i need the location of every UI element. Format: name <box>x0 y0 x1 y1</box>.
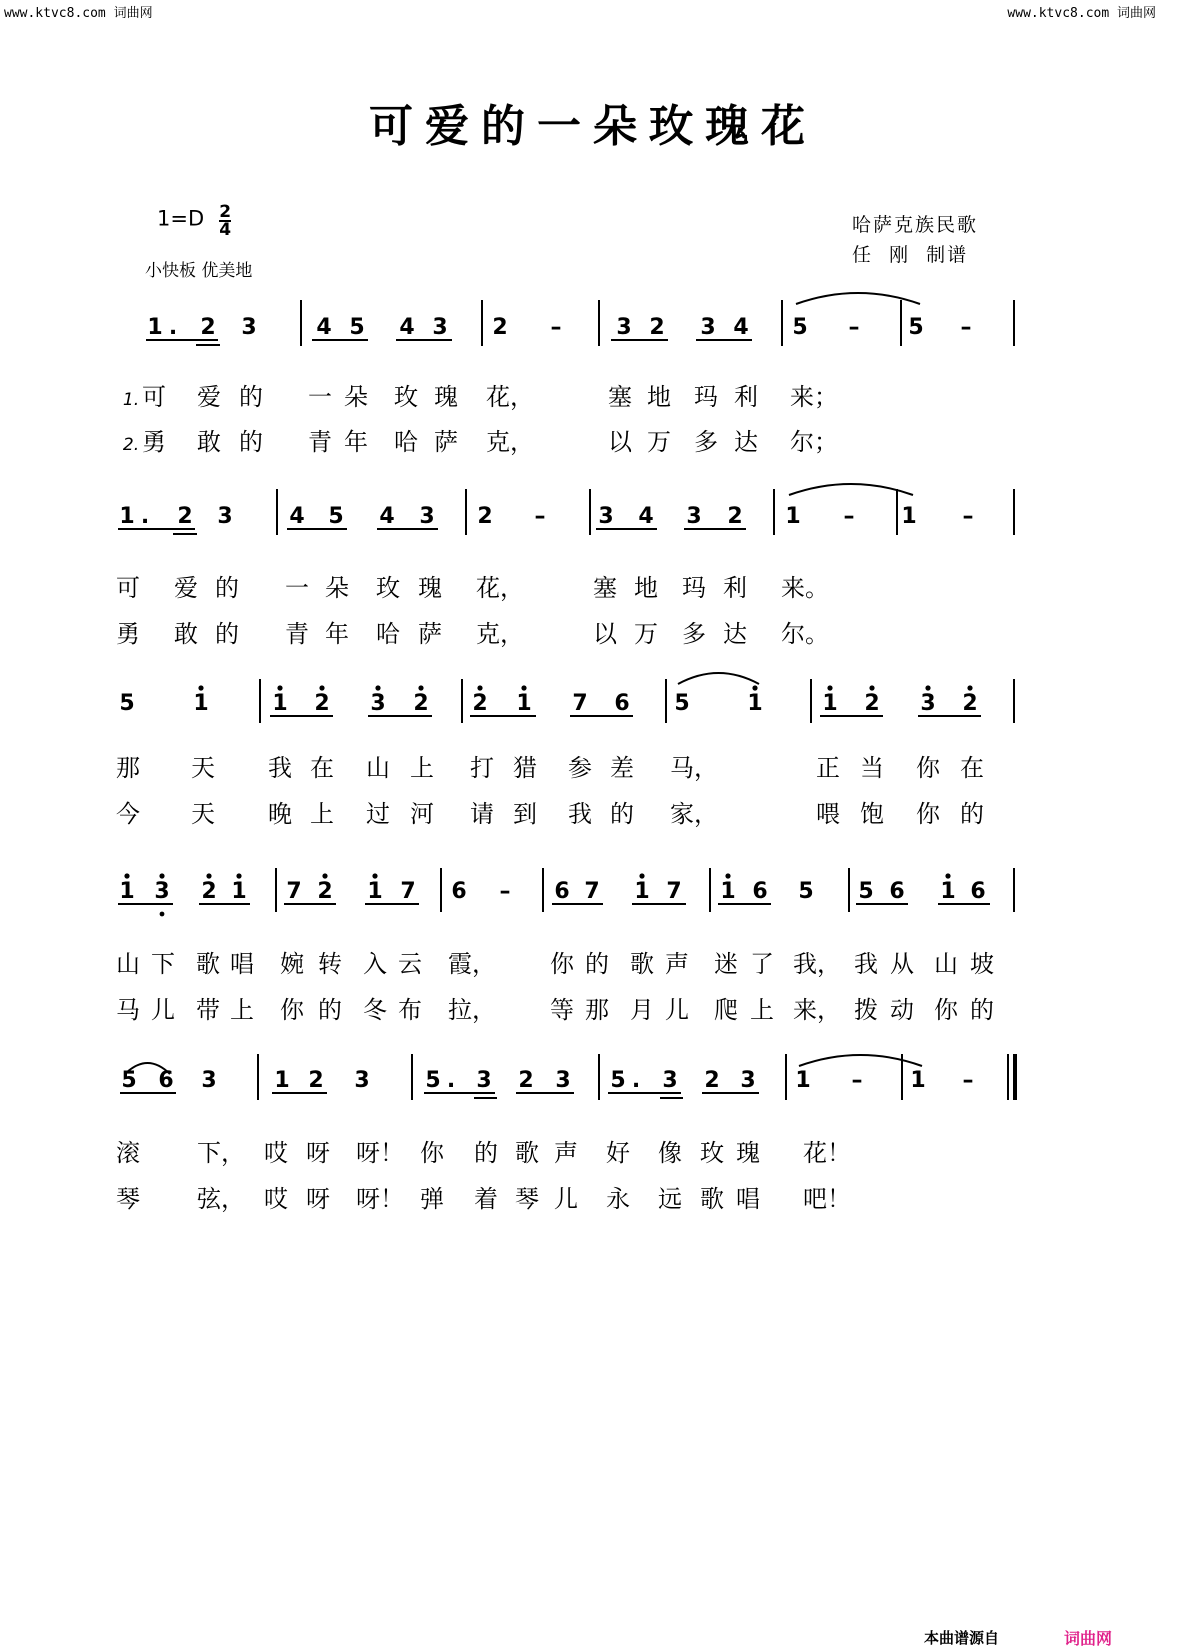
lyric-word: 一 <box>285 574 309 602</box>
note: – <box>962 1068 974 1093</box>
score-system <box>116 868 1014 1024</box>
slur <box>799 1055 922 1066</box>
note: 1 <box>274 1068 290 1093</box>
lyric-word: 好 <box>606 1139 630 1167</box>
note: 5 <box>119 691 135 716</box>
lyric-word: 上 <box>750 996 774 1024</box>
lyric-word: 了 <box>750 950 774 978</box>
lyric-word: 今 <box>116 800 140 828</box>
note: 3 <box>740 1068 756 1093</box>
song-origin: 哈萨克族民歌 <box>852 214 979 236</box>
lyric-word: 爱 <box>197 383 221 411</box>
note: 3 <box>241 315 257 340</box>
note: 3 <box>616 315 632 340</box>
lyric-word: 花， <box>476 574 524 602</box>
lyric-word: 过 <box>366 800 390 828</box>
note: – <box>848 315 860 340</box>
note: 1 <box>367 879 383 904</box>
lyric-word: 达 <box>723 620 747 648</box>
lyric-word: 玫 <box>394 383 418 411</box>
octave-dot-high <box>236 873 241 878</box>
lyric-word: 声 <box>554 1139 578 1167</box>
note: 1 <box>147 315 163 340</box>
note: 6 <box>614 691 630 716</box>
lyric-word: 我 <box>854 950 878 978</box>
lyric-word: 万 <box>647 428 671 456</box>
lyric-word: 冬 <box>363 996 387 1024</box>
watermark-right: www.ktvc8.com 词曲网 <box>1007 6 1156 21</box>
note: 5 <box>792 315 808 340</box>
lyric-word: 晚 <box>268 800 292 828</box>
note: 3 <box>686 504 702 529</box>
lyric-word: 上 <box>230 996 254 1024</box>
note: 2 <box>200 315 216 340</box>
lyric-word: 的 <box>585 950 609 978</box>
lyric-word: 云 <box>398 950 422 978</box>
octave-dot-high <box>521 685 526 690</box>
lyric-word: 克， <box>486 428 534 456</box>
lyric-word: 唱 <box>230 950 254 978</box>
note: 6 <box>889 879 905 904</box>
lyric-word: 下 <box>151 950 175 978</box>
octave-dot-high <box>124 873 129 878</box>
lyric-word: 参 <box>568 754 592 782</box>
note: 1 <box>193 691 209 716</box>
lyric-word: 瑰 <box>418 574 442 602</box>
lyric-word: 瑰 <box>736 1139 760 1167</box>
lyric-word: 地 <box>634 574 658 602</box>
octave-dot-high <box>206 873 211 878</box>
lyric-word: 那 <box>116 754 140 782</box>
lyric-word: 玫 <box>376 574 400 602</box>
lyric-word: 以 <box>608 428 632 456</box>
lyric-word: 歌 <box>515 1139 539 1167</box>
note: 5 <box>425 1068 441 1093</box>
lyric-word: 远 <box>658 1185 682 1213</box>
lyric-word: 年 <box>325 620 349 648</box>
lyric-word: 吧！ <box>803 1185 851 1213</box>
note: 1 <box>901 504 917 529</box>
note: . <box>446 1068 456 1093</box>
note: 5 <box>610 1068 626 1093</box>
note: 1 <box>272 691 288 716</box>
lyric-word: 我， <box>793 950 841 978</box>
lyric-word: 滚 <box>116 1139 140 1167</box>
lyric-word: 达 <box>734 428 758 456</box>
lyric-word: 的 <box>239 428 263 456</box>
lyric-word: 的 <box>318 996 342 1024</box>
lyric-word: 坡 <box>970 950 994 978</box>
lyric-word: 请 <box>470 800 494 828</box>
lyric-word: 利 <box>734 383 758 411</box>
lyric-word: 玫 <box>700 1139 724 1167</box>
watermark-left: www.ktvc8.com 词曲网 <box>4 6 153 21</box>
note: 5 <box>349 315 365 340</box>
octave-dot-high <box>869 685 874 690</box>
lyric-word: 呀 <box>306 1139 330 1167</box>
note: 6 <box>554 879 570 904</box>
note: 5 <box>858 879 874 904</box>
note: – <box>960 315 972 340</box>
lyric-word: 正 <box>816 754 840 782</box>
note: 3 <box>201 1068 217 1093</box>
note: 5 <box>328 504 344 529</box>
time-signature-bottom: 4 <box>219 220 232 240</box>
lyric-word: 那 <box>585 996 609 1024</box>
verse-number: 1. <box>122 390 140 410</box>
octave-dot-high <box>375 685 380 690</box>
lyric-word: 在 <box>960 754 984 782</box>
lyric-word: 萨 <box>418 620 442 648</box>
lyric-word: 上 <box>310 800 334 828</box>
lyric-word: 玛 <box>694 383 718 411</box>
lyric-word: 瑰 <box>434 383 458 411</box>
note: 3 <box>154 879 170 904</box>
lyric-word: 青 <box>285 620 309 648</box>
lyric-word: 转 <box>318 950 342 978</box>
time-signature-top: 2 <box>219 202 232 222</box>
note: 6 <box>158 1068 174 1093</box>
note: – <box>499 879 511 904</box>
note: 2 <box>704 1068 720 1093</box>
lyric-word: 歌 <box>196 950 220 978</box>
note: 2 <box>413 691 429 716</box>
note: 2 <box>492 315 508 340</box>
note: 1 <box>822 691 838 716</box>
lyric-word: 着 <box>474 1185 498 1213</box>
note: 3 <box>370 691 386 716</box>
lyric-word: 呀！ <box>356 1185 404 1213</box>
lyric-word: 永 <box>606 1185 630 1213</box>
lyric-word: 歌 <box>700 1185 724 1213</box>
note: 2 <box>518 1068 534 1093</box>
lyric-word: 山 <box>934 950 958 978</box>
octave-dot-high <box>319 685 324 690</box>
note: 1 <box>785 504 801 529</box>
note: 2 <box>177 504 193 529</box>
key-signature: 1=D <box>157 206 205 231</box>
lyric-word: 万 <box>634 620 658 648</box>
lyric-word: 年 <box>344 428 368 456</box>
octave-dot-low <box>160 912 165 917</box>
lyric-word: 从 <box>890 950 914 978</box>
note: 1 <box>940 879 956 904</box>
lyric-word: 的 <box>215 574 239 602</box>
lyric-word: 朵 <box>325 574 349 602</box>
note: 2 <box>472 691 488 716</box>
lyric-word: 琴 <box>116 1185 140 1213</box>
note: 1 <box>231 879 247 904</box>
lyric-word: 你 <box>934 996 958 1024</box>
lyric-word: 声 <box>665 950 689 978</box>
note: – <box>550 315 562 340</box>
note: 3 <box>217 504 233 529</box>
octave-dot-high <box>945 873 950 878</box>
lyric-word: 克， <box>476 620 524 648</box>
lyric-word: 花！ <box>803 1139 851 1167</box>
lyric-word: 我 <box>568 800 592 828</box>
lyric-word: 的 <box>960 800 984 828</box>
lyric-word: 拨 <box>854 996 878 1024</box>
note: 4 <box>379 504 395 529</box>
octave-dot-high <box>418 685 423 690</box>
note: 6 <box>451 879 467 904</box>
note: 2 <box>962 691 978 716</box>
lyric-word: 歌 <box>630 950 654 978</box>
note: 2 <box>308 1068 324 1093</box>
lyric-word: 爱 <box>174 574 198 602</box>
song-title: 可爱的一朵玫瑰花 <box>369 101 817 152</box>
lyric-word: 来。 <box>781 574 829 602</box>
lyric-word: 尔； <box>790 428 838 456</box>
note: 3 <box>555 1068 571 1093</box>
note: 1 <box>634 879 650 904</box>
lyric-word: 花， <box>486 383 534 411</box>
lyric-word: 上 <box>410 754 434 782</box>
octave-dot-high <box>925 685 930 690</box>
note: 5 <box>121 1068 137 1093</box>
lyric-word: 霞， <box>448 950 496 978</box>
note: 5 <box>674 691 690 716</box>
lyric-word: 饱 <box>860 800 884 828</box>
note: . <box>631 1068 641 1093</box>
note: 3 <box>476 1068 492 1093</box>
lyric-word: 塞 <box>593 574 617 602</box>
lyric-word: 差 <box>610 754 634 782</box>
lyric-word: 迷 <box>714 950 738 978</box>
score-system <box>116 1054 1015 1213</box>
note: 7 <box>400 879 416 904</box>
note: 4 <box>316 315 332 340</box>
lyric-word: 哈 <box>394 428 418 456</box>
octave-dot-high <box>159 873 164 878</box>
note: . <box>168 315 178 340</box>
lyric-word: 拉， <box>448 996 496 1024</box>
lyric-word: 河 <box>410 800 434 828</box>
lyric-word: 朵 <box>344 383 368 411</box>
note: 5 <box>798 879 814 904</box>
lyric-word: 到 <box>513 800 537 828</box>
note: 6 <box>970 879 986 904</box>
note: 7 <box>572 691 588 716</box>
note: 2 <box>649 315 665 340</box>
lyric-word: 来， <box>793 996 841 1024</box>
score-system <box>116 484 1014 648</box>
note: 4 <box>399 315 415 340</box>
lyric-word: 爬 <box>714 996 738 1024</box>
footer-source: 本曲谱源自 <box>924 1629 1000 1647</box>
lyric-word: 喂 <box>816 800 840 828</box>
lyric-word: 你 <box>916 754 940 782</box>
tempo-marking: 小快板 优美地 <box>145 261 253 281</box>
lyric-word: 琴 <box>515 1185 539 1213</box>
note: 2 <box>317 879 333 904</box>
lyric-word: 敢 <box>174 620 198 648</box>
lyric-word: 马， <box>670 754 718 782</box>
lyric-word: 当 <box>860 754 884 782</box>
note: 1 <box>747 691 763 716</box>
lyric-word: 下， <box>197 1139 245 1167</box>
lyric-word: 我 <box>268 754 292 782</box>
octave-dot-high <box>967 685 972 690</box>
lyric-word: 的 <box>474 1139 498 1167</box>
lyric-word: 哎 <box>264 1185 288 1213</box>
octave-dot-high <box>477 685 482 690</box>
note: – <box>843 504 855 529</box>
arranger: 任 刚 制谱 <box>852 244 969 266</box>
note: – <box>962 504 974 529</box>
note: 1 <box>516 691 532 716</box>
lyric-word: 布 <box>398 996 422 1024</box>
note: 3 <box>419 504 435 529</box>
note: 2 <box>864 691 880 716</box>
octave-dot-high <box>827 685 832 690</box>
lyric-word: 山 <box>366 754 390 782</box>
lyric-word: 一 <box>308 383 332 411</box>
lyric-word: 天 <box>191 754 215 782</box>
note: 7 <box>584 879 600 904</box>
lyric-word: 动 <box>890 996 914 1024</box>
note: 2 <box>477 504 493 529</box>
note: 3 <box>354 1068 370 1093</box>
octave-dot-high <box>639 873 644 878</box>
footer-brand: 词曲网 <box>1064 1629 1113 1648</box>
note: 2 <box>201 879 217 904</box>
lyric-word: 可 <box>142 383 166 411</box>
lyric-word: 儿 <box>665 996 689 1024</box>
lyric-word: 勇 <box>116 620 140 648</box>
lyric-word: 的 <box>610 800 634 828</box>
octave-dot-high <box>198 685 203 690</box>
lyric-word: 勇 <box>142 428 166 456</box>
lyric-word: 青 <box>308 428 332 456</box>
note: 1 <box>119 504 135 529</box>
octave-dot-high <box>725 873 730 878</box>
lyric-word: 你 <box>420 1139 444 1167</box>
lyric-word: 的 <box>970 996 994 1024</box>
note: 7 <box>286 879 302 904</box>
lyric-word: 敢 <box>197 428 221 456</box>
note: 7 <box>666 879 682 904</box>
note: 1 <box>720 879 736 904</box>
lyric-word: 你 <box>550 950 574 978</box>
lyric-word: 哈 <box>376 620 400 648</box>
note: 1 <box>910 1068 926 1093</box>
lyric-word: 儿 <box>151 996 175 1024</box>
lyric-word: 来； <box>790 383 838 411</box>
lyric-word: 在 <box>310 754 334 782</box>
lyric-word: 的 <box>215 620 239 648</box>
note: – <box>534 504 546 529</box>
lyric-word: 塞 <box>608 383 632 411</box>
lyric-word: 利 <box>723 574 747 602</box>
note: . <box>140 504 150 529</box>
score-system <box>116 673 1014 828</box>
lyric-word: 萨 <box>434 428 458 456</box>
lyric-word: 婉 <box>280 950 304 978</box>
lyric-word: 呀！ <box>356 1139 404 1167</box>
lyric-word: 呀 <box>306 1185 330 1213</box>
lyric-word: 月 <box>630 996 654 1024</box>
lyric-word: 多 <box>694 428 718 456</box>
lyric-word: 哎 <box>264 1139 288 1167</box>
lyric-word: 带 <box>196 996 220 1024</box>
lyric-word: 你 <box>280 996 304 1024</box>
lyric-word: 家， <box>670 800 718 828</box>
lyric-word: 可 <box>116 574 140 602</box>
note: 3 <box>920 691 936 716</box>
lyric-word: 多 <box>682 620 706 648</box>
octave-dot-high <box>322 873 327 878</box>
score-system <box>123 293 1014 456</box>
lyric-word: 尔。 <box>781 620 829 648</box>
verse-number: 2. <box>122 435 140 455</box>
lyric-word: 唱 <box>736 1185 760 1213</box>
note: 3 <box>662 1068 678 1093</box>
slur <box>789 484 913 495</box>
score-systems <box>116 293 1015 1213</box>
lyric-word: 像 <box>658 1139 682 1167</box>
note: 2 <box>727 504 743 529</box>
note: 4 <box>733 315 749 340</box>
note: 3 <box>598 504 614 529</box>
note: 3 <box>432 315 448 340</box>
octave-dot-high <box>752 685 757 690</box>
lyric-word: 弹 <box>420 1185 444 1213</box>
lyric-word: 入 <box>363 950 387 978</box>
lyric-word: 你 <box>916 800 940 828</box>
slur <box>678 673 759 684</box>
lyric-word: 地 <box>647 383 671 411</box>
lyric-word: 天 <box>191 800 215 828</box>
lyric-word: 儿 <box>554 1185 578 1213</box>
lyric-word: 山 <box>116 950 140 978</box>
lyric-word: 以 <box>593 620 617 648</box>
note: 4 <box>289 504 305 529</box>
note: 5 <box>908 315 924 340</box>
lyric-word: 等 <box>550 996 574 1024</box>
note: 6 <box>752 879 768 904</box>
note: – <box>851 1068 863 1093</box>
lyric-word: 马 <box>116 996 140 1024</box>
lyric-word: 玛 <box>682 574 706 602</box>
note: 3 <box>700 315 716 340</box>
lyric-word: 打 <box>470 754 494 782</box>
octave-dot-high <box>277 685 282 690</box>
lyric-word: 猎 <box>513 754 537 782</box>
lyric-word: 的 <box>239 383 263 411</box>
lyric-word: 弦， <box>197 1185 245 1213</box>
octave-dot-high <box>372 873 377 878</box>
note: 1 <box>795 1068 811 1093</box>
note: 2 <box>314 691 330 716</box>
note: 1 <box>119 879 135 904</box>
note: 4 <box>638 504 654 529</box>
